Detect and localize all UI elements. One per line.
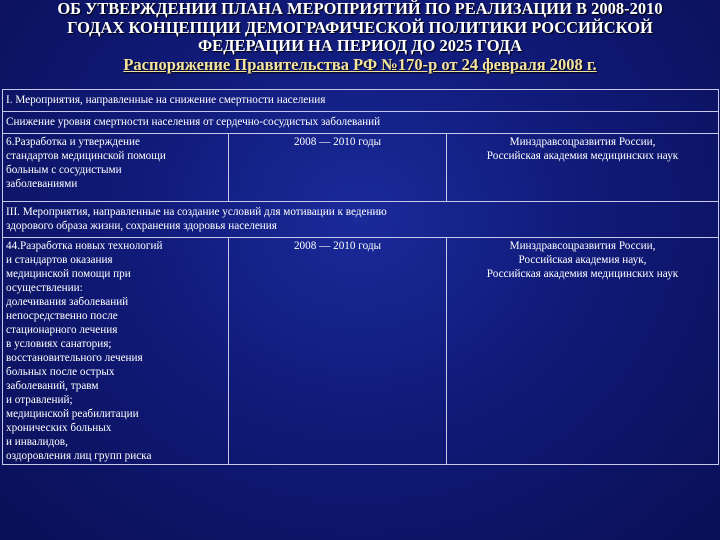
- table-row: [3, 112, 719, 134]
- table-row: [3, 134, 719, 202]
- section-heading-3: III. Мероприятия, направленные на создание условий для мотивации к ведению здорового образа жизни, сохранения здоровья населения: [3, 202, 719, 238]
- responsible-cell: Минздравсоцразвития России, Российская академия медицинских наук: [447, 134, 719, 202]
- table-row: [3, 238, 719, 465]
- table-row: [3, 202, 719, 238]
- measure-cell: 44.Разработка новых технологий и стандартов оказания медицинской помощи при осуществлении: долечивания заболеваний непосредственно после стационарного лечения в условиях санатория; восстановительного лечения больных после острых заболеваний, травм и отравлений; медицинской реабилитации хронических больных и инвалидов, оздоровления лиц групп риска: [3, 238, 229, 465]
- measures-table: [2, 89, 719, 465]
- subsection-heading-1: Снижение уровня смертности населения от сердечно-сосудистых заболеваний: [3, 112, 719, 134]
- title-line-3: ФЕДЕРАЦИИ НА ПЕРИОД ДО 2025 ГОДА: [198, 36, 522, 55]
- decree-subtitle: Распоряжение Правительства РФ №170-р от 24 февраля 2008 г.: [123, 54, 597, 74]
- measure-cell: 6.Разработка и утверждение стандартов медицинской помощи больным с сосудистыми заболеваниями: [3, 134, 229, 202]
- table-row: [3, 90, 719, 112]
- title-line-2: ГОДАХ КОНЦЕПЦИИ ДЕМОГРАФИЧЕСКОЙ ПОЛИТИКИ РОССИЙСКОЙ: [67, 17, 653, 37]
- slide-title: [0, 0, 720, 74]
- title-line-1: ОБ УТВЕРЖДЕНИИ ПЛАНА МЕРОПРИЯТИЙ ПО РЕАЛИЗАЦИИ В 2008-2010: [57, 0, 663, 18]
- period-cell: 2008 — 2010 годы: [229, 238, 447, 465]
- section-heading-1: I. Мероприятия, направленные на снижение смертности населения: [3, 90, 719, 112]
- responsible-cell: Минздравсоцразвития России, Российская академия наук, Российская академия медицинских наук: [447, 238, 719, 465]
- period-cell: 2008 — 2010 годы: [229, 134, 447, 202]
